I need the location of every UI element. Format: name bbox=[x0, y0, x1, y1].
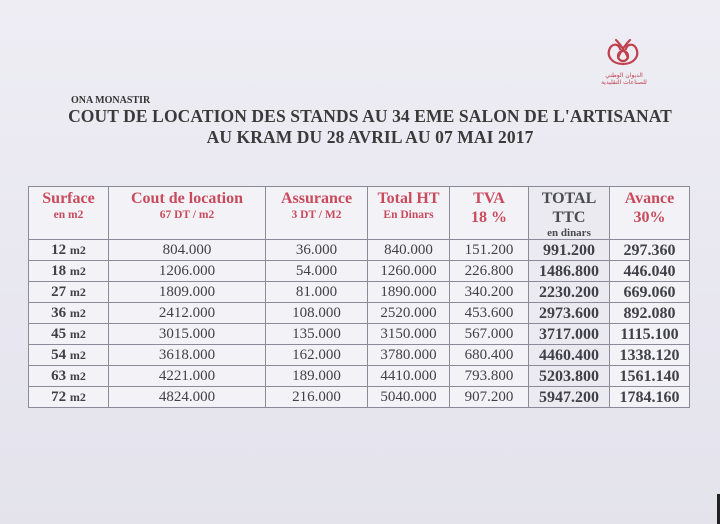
cell-tva: 680.400 bbox=[450, 345, 529, 366]
cell-surface bbox=[29, 324, 109, 345]
header-sublabel-2: en dinars bbox=[547, 227, 591, 239]
cell-total-ttc: 1486.800 bbox=[529, 261, 610, 282]
cell-assurance: 162.000 bbox=[266, 345, 368, 366]
table-row bbox=[29, 282, 690, 303]
header-sublabel: En Dinars bbox=[383, 209, 434, 221]
surface-unit: m2 bbox=[69, 284, 86, 299]
surface-value: 12 bbox=[51, 241, 67, 258]
cell-surface bbox=[29, 387, 109, 408]
logo-arabic-text bbox=[596, 72, 652, 86]
surface-unit: m2 bbox=[69, 389, 86, 404]
column-header-cout bbox=[109, 187, 266, 240]
surface-unit: m2 bbox=[69, 242, 86, 257]
logo-text-line2: للصناعات التقليدية bbox=[601, 79, 647, 86]
header-sublabel: en m2 bbox=[53, 209, 84, 221]
cell-avance: 1115.100 bbox=[610, 324, 690, 345]
cell-assurance: 216.000 bbox=[266, 387, 368, 408]
cell-avance: 297.360 bbox=[610, 240, 690, 261]
cell-tva: 793.800 bbox=[450, 366, 529, 387]
header-label: Avance bbox=[624, 190, 675, 207]
cell-assurance: 36.000 bbox=[266, 240, 368, 261]
cell-assurance: 135.000 bbox=[266, 324, 368, 345]
cell-cout: 4824.000 bbox=[109, 387, 266, 408]
header-sublabel: 30% bbox=[633, 209, 666, 226]
header-label: Assurance bbox=[280, 190, 353, 207]
document-title-line1: COUT DE LOCATION DES STANDS AU 34 EME SALON DE L'ARTISANAT bbox=[68, 106, 672, 126]
cell-assurance: 81.000 bbox=[266, 282, 368, 303]
surface-value: 18 bbox=[51, 262, 67, 279]
cell-tva: 340.200 bbox=[450, 282, 529, 303]
surface-value: 54 bbox=[51, 346, 67, 363]
header-sublabel: TTC bbox=[552, 209, 586, 226]
table-row bbox=[29, 366, 690, 387]
cell-cout: 1809.000 bbox=[109, 282, 266, 303]
cell-surface bbox=[29, 303, 109, 324]
header-sublabel: 18 % bbox=[471, 209, 507, 226]
table-row bbox=[29, 345, 690, 366]
header-label: Cout de location bbox=[131, 190, 243, 207]
column-header-tva bbox=[450, 187, 529, 240]
cell-surface bbox=[29, 366, 109, 387]
cell-total-ttc: 3717.000 bbox=[529, 324, 610, 345]
header-label: Total HT bbox=[377, 190, 440, 207]
surface-value: 72 bbox=[51, 388, 67, 405]
cell-total-ht: 3150.000 bbox=[368, 324, 450, 345]
table-row bbox=[29, 240, 690, 261]
cell-tva: 453.600 bbox=[450, 303, 529, 324]
table-row bbox=[29, 303, 690, 324]
cell-total-ht: 1260.000 bbox=[368, 261, 450, 282]
cell-cout: 4221.000 bbox=[109, 366, 266, 387]
header-sublabel: 67 DT / m2 bbox=[159, 209, 215, 221]
cell-total-ttc: 991.200 bbox=[529, 240, 610, 261]
document-title-line2: AU KRAM DU 28 AVRIL AU 07 MAI 2017 bbox=[206, 127, 534, 147]
cell-avance: 446.040 bbox=[610, 261, 690, 282]
cell-avance: 1561.140 bbox=[610, 366, 690, 387]
surface-unit: m2 bbox=[69, 305, 86, 320]
cell-assurance: 189.000 bbox=[266, 366, 368, 387]
cell-surface bbox=[29, 282, 109, 303]
organization-label: ONA MONASTIR bbox=[71, 95, 151, 106]
cell-cout: 2412.000 bbox=[109, 303, 266, 324]
cell-assurance: 108.000 bbox=[266, 303, 368, 324]
surface-value: 27 bbox=[51, 283, 67, 300]
cell-total-ht: 5040.000 bbox=[368, 387, 450, 408]
header-label: Surface bbox=[42, 190, 95, 207]
table-row bbox=[29, 261, 690, 282]
cell-avance: 892.080 bbox=[610, 303, 690, 324]
surface-unit: m2 bbox=[69, 263, 86, 278]
table-header-row bbox=[29, 187, 690, 240]
cell-total-ttc: 5947.200 bbox=[529, 387, 610, 408]
column-header-surface bbox=[29, 187, 109, 240]
cell-total-ttc: 2973.600 bbox=[529, 303, 610, 324]
cell-tva: 567.000 bbox=[450, 324, 529, 345]
surface-value: 45 bbox=[51, 325, 67, 342]
cell-total-ht: 3780.000 bbox=[368, 345, 450, 366]
surface-value: 36 bbox=[51, 304, 67, 321]
cell-tva: 151.200 bbox=[450, 240, 529, 261]
header-label: TVA bbox=[473, 190, 505, 207]
cell-avance: 1784.160 bbox=[610, 387, 690, 408]
column-header-total-ht bbox=[368, 187, 450, 240]
column-header-avance bbox=[610, 187, 690, 240]
cell-total-ht: 2520.000 bbox=[368, 303, 450, 324]
table-row bbox=[29, 324, 690, 345]
surface-unit: m2 bbox=[69, 326, 86, 341]
cell-surface bbox=[29, 240, 109, 261]
cell-cout: 3015.000 bbox=[109, 324, 266, 345]
stand-pricing-table bbox=[28, 186, 690, 408]
cell-total-ht: 840.000 bbox=[368, 240, 450, 261]
header-label: TOTAL bbox=[541, 190, 597, 207]
cell-total-ttc: 4460.400 bbox=[529, 345, 610, 366]
column-header-total-ttc bbox=[529, 187, 610, 240]
header-sublabel: 3 DT / M2 bbox=[291, 209, 342, 221]
cell-avance: 669.060 bbox=[610, 282, 690, 303]
cell-total-ht: 1890.000 bbox=[368, 282, 450, 303]
surface-value: 63 bbox=[51, 367, 67, 384]
cell-tva: 226.800 bbox=[450, 261, 529, 282]
cell-total-ht: 4410.000 bbox=[368, 366, 450, 387]
cell-cout: 1206.000 bbox=[109, 261, 266, 282]
column-header-assurance bbox=[266, 187, 368, 240]
cell-assurance: 54.000 bbox=[266, 261, 368, 282]
surface-unit: m2 bbox=[69, 347, 86, 362]
cell-tva: 907.200 bbox=[450, 387, 529, 408]
cell-total-ttc: 5203.800 bbox=[529, 366, 610, 387]
logo-text-line1: الديوان الوطني bbox=[605, 72, 643, 79]
surface-unit: m2 bbox=[69, 368, 86, 383]
cell-cout: 804.000 bbox=[109, 240, 266, 261]
cell-total-ttc: 2230.200 bbox=[529, 282, 610, 303]
cell-cout: 3618.000 bbox=[109, 345, 266, 366]
cell-avance: 1338.120 bbox=[610, 345, 690, 366]
cell-surface bbox=[29, 345, 109, 366]
table-row bbox=[29, 387, 690, 408]
cell-surface bbox=[29, 261, 109, 282]
